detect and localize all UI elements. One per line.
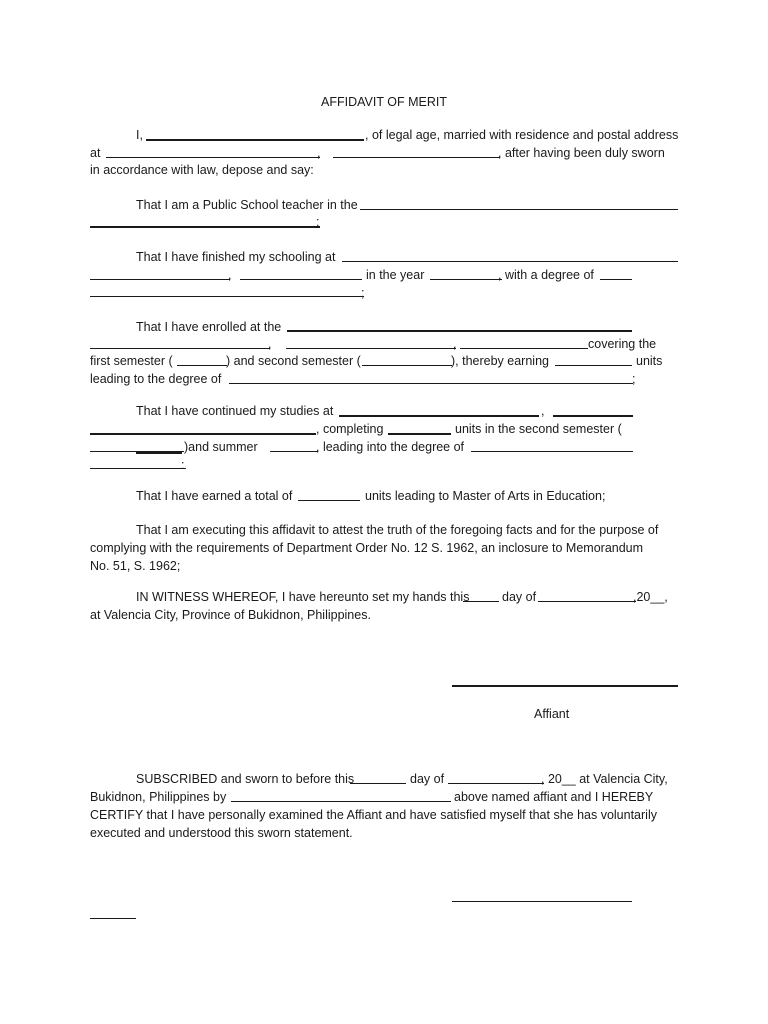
p6-text: units leading to Master of Arts in Education; [365,489,606,503]
p4-text: units [636,354,663,368]
p8-text: ,20__, [633,590,668,604]
name-blank[interactable] [146,139,364,141]
p3-text: , with a degree of [498,268,594,282]
p7-text: complying with the requirements of Department Order No. 12 S. 1962, an inclosure to Memorandum [90,541,644,555]
p9-text: , 20__ at Valencia City, [541,772,668,786]
school-blank-2[interactable] [90,226,320,228]
affiant-signature-line[interactable] [452,685,678,687]
p1-text: , of legal age, married with residence and postal address [365,128,679,142]
address-blank-2[interactable] [333,157,500,158]
units-blank[interactable] [555,365,632,366]
p9-text: CERTIFY that I have personally examined the Affiant and have satisfied myself that she has voluntarily [90,808,657,822]
p9-text: executed and understood this sworn statement. [90,826,353,840]
p4-text: ), thereby earning [451,354,549,368]
p5-text: )and summer [184,440,258,454]
officer-name-blank[interactable] [231,801,451,802]
p3-text: ; [361,286,365,300]
p5-text: , completing [316,422,384,436]
witness-day-blank[interactable] [463,601,499,602]
second-semester-blank[interactable] [362,365,452,366]
p7-text: No. 51, S. 1962; [90,559,181,573]
total-units-blank[interactable] [298,500,360,501]
first-semester-blank[interactable] [177,365,227,366]
second-sem-blank-bold [136,452,182,454]
continued-studies-blank[interactable] [339,415,539,417]
continued-studies-blank-2[interactable] [553,415,633,417]
p4-text: , [268,337,272,351]
schooling-blank-2[interactable] [90,279,230,280]
sworn-month-blank[interactable] [448,783,544,784]
officer-signature-line[interactable] [452,901,632,902]
enrolled-blank-4[interactable] [460,348,588,349]
degree-blank[interactable] [600,279,632,280]
degree-of-blank[interactable] [229,383,633,384]
p5-text: That I have continued my studies at [136,404,334,418]
p4-text: covering the [588,337,657,351]
sworn-day-blank[interactable] [350,783,406,784]
p6-text: That I have earned a total of [136,489,293,503]
p9-text: above named affiant and I HEREBY [454,790,654,804]
degree-into-blank[interactable] [471,451,633,452]
p8-text: day of [502,590,537,604]
enrolled-blank-3[interactable] [286,348,456,349]
p5-text: : [181,458,185,472]
p1-text: , [317,146,321,160]
p4-text: ; [632,372,636,386]
p5-text: units in the second semester ( [455,422,622,436]
document-title: AFFIDAVIT OF MERIT [321,95,447,109]
p9-text: SUBSCRIBED and sworn to before this [136,772,355,786]
p4-text: leading to the degree of [90,372,222,386]
enrolled-blank-2[interactable] [90,348,270,349]
degree-into-blank-2[interactable] [90,468,186,469]
completing-units-blank[interactable] [388,433,451,435]
p8-text: at Valencia City, Province of Bukidnon, Philippines. [90,608,371,622]
school-blank[interactable] [360,209,678,210]
p1-text: I, [136,128,143,142]
p3-text: That I have finished my schooling at [136,250,336,264]
summer-blank[interactable] [270,451,318,452]
p1-text: at [90,146,101,160]
affiant-label: Affiant [534,707,570,721]
enrolled-blank[interactable] [287,330,632,332]
p4-text: , [453,337,457,351]
footer-short-line [90,918,136,919]
p5-text: , [541,404,545,418]
p7-text: That I am executing this affidavit to attest the truth of the foregoing facts and for the purpose of [136,523,659,537]
address-blank[interactable] [106,157,320,158]
p1-text: , after having been duly sworn [498,146,665,160]
degree-blank-2[interactable] [90,296,364,297]
p2-text: That I am a Public School teacher in the [136,198,358,212]
schooling-blank-3[interactable] [240,279,362,280]
p4-text: first semester ( [90,354,173,368]
p1-text: in accordance with law, depose and say: [90,163,314,177]
p9-text: day of [410,772,445,786]
p9-text: Bukidnon, Philippines by [90,790,227,804]
p5-text: , leading into the degree of [316,440,465,454]
p2-text: ; [316,215,320,229]
continued-studies-blank-3[interactable] [90,433,316,435]
p4-text: That I have enrolled at the [136,320,282,334]
schooling-blank[interactable] [342,261,678,262]
p4-text: ) and second semester ( [226,354,361,368]
p3-text: in the year [366,268,425,282]
p3-text: , [228,268,232,282]
year-blank[interactable] [430,279,502,280]
witness-month-blank[interactable] [538,601,636,602]
p8-text: IN WITNESS WHEREOF, I have hereunto set my hands this [136,590,470,604]
